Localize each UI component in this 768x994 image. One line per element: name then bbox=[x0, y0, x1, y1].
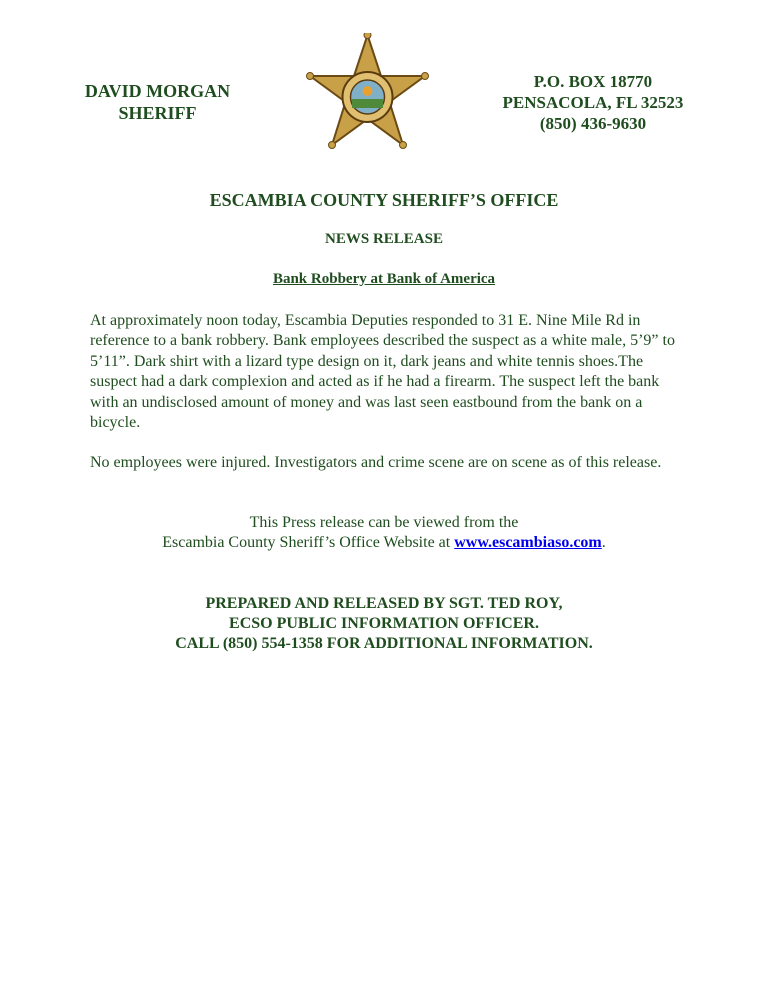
prepared-line-3: CALL (850) 554-1358 FOR ADDITIONAL INFORMATION. bbox=[175, 635, 593, 652]
website-line-2-prefix: Escambia County Sheriff’s Office Website at bbox=[162, 534, 451, 551]
headline: Bank Robbery at Bank of America bbox=[272, 271, 496, 287]
prepared-by-block bbox=[0, 594, 768, 654]
office-title: ESCAMBIA COUNTY SHERIFF’S OFFICE bbox=[209, 190, 559, 210]
website-trailing-period: . bbox=[601, 534, 606, 551]
prepared-line-2: ECSO PUBLIC INFORMATION OFFICER. bbox=[229, 615, 539, 632]
website-notice bbox=[0, 513, 768, 553]
body-paragraph-2: No employees were injured. Investigators and crime scene are on scene as of this release. bbox=[90, 454, 662, 471]
website-line-1: This Press release can be viewed from the bbox=[249, 514, 519, 531]
sheriff-star-badge-icon bbox=[305, 33, 430, 155]
phone-number: (850) 436-9630 bbox=[539, 114, 647, 133]
prepared-line-1: PREPARED AND RELEASED BY SGT. TED ROY, bbox=[205, 595, 563, 612]
body-paragraph-1: At approximately noon today, Escambia Deputies responded to 31 E. Nine Mile Rd in reference to a bank robbery. Bank employees described the suspect as a white male, 5’9” to 5’11”. Dark shirt with a lizard type design on it, dark jeans and white tennis shoes.The suspect had a dark complexion and acted as if he had a firearm. The suspect left the bank with an undisclosed amount of money and was last seen eastbound from the bank on a bicycle. bbox=[90, 312, 675, 432]
sheriff-block bbox=[60, 80, 255, 124]
sheriff-name: DAVID MORGAN bbox=[84, 81, 231, 101]
website-link[interactable]: www.escambiaso.com bbox=[454, 534, 602, 551]
contact-block bbox=[488, 71, 698, 134]
sheriff-title: SHERIFF bbox=[118, 103, 197, 123]
release-type: NEWS RELEASE bbox=[325, 231, 443, 247]
city-line: PENSACOLA, FL 32523 bbox=[502, 93, 684, 112]
po-box: P.O. BOX 18770 bbox=[533, 72, 653, 91]
website-line-2 bbox=[0, 533, 768, 553]
